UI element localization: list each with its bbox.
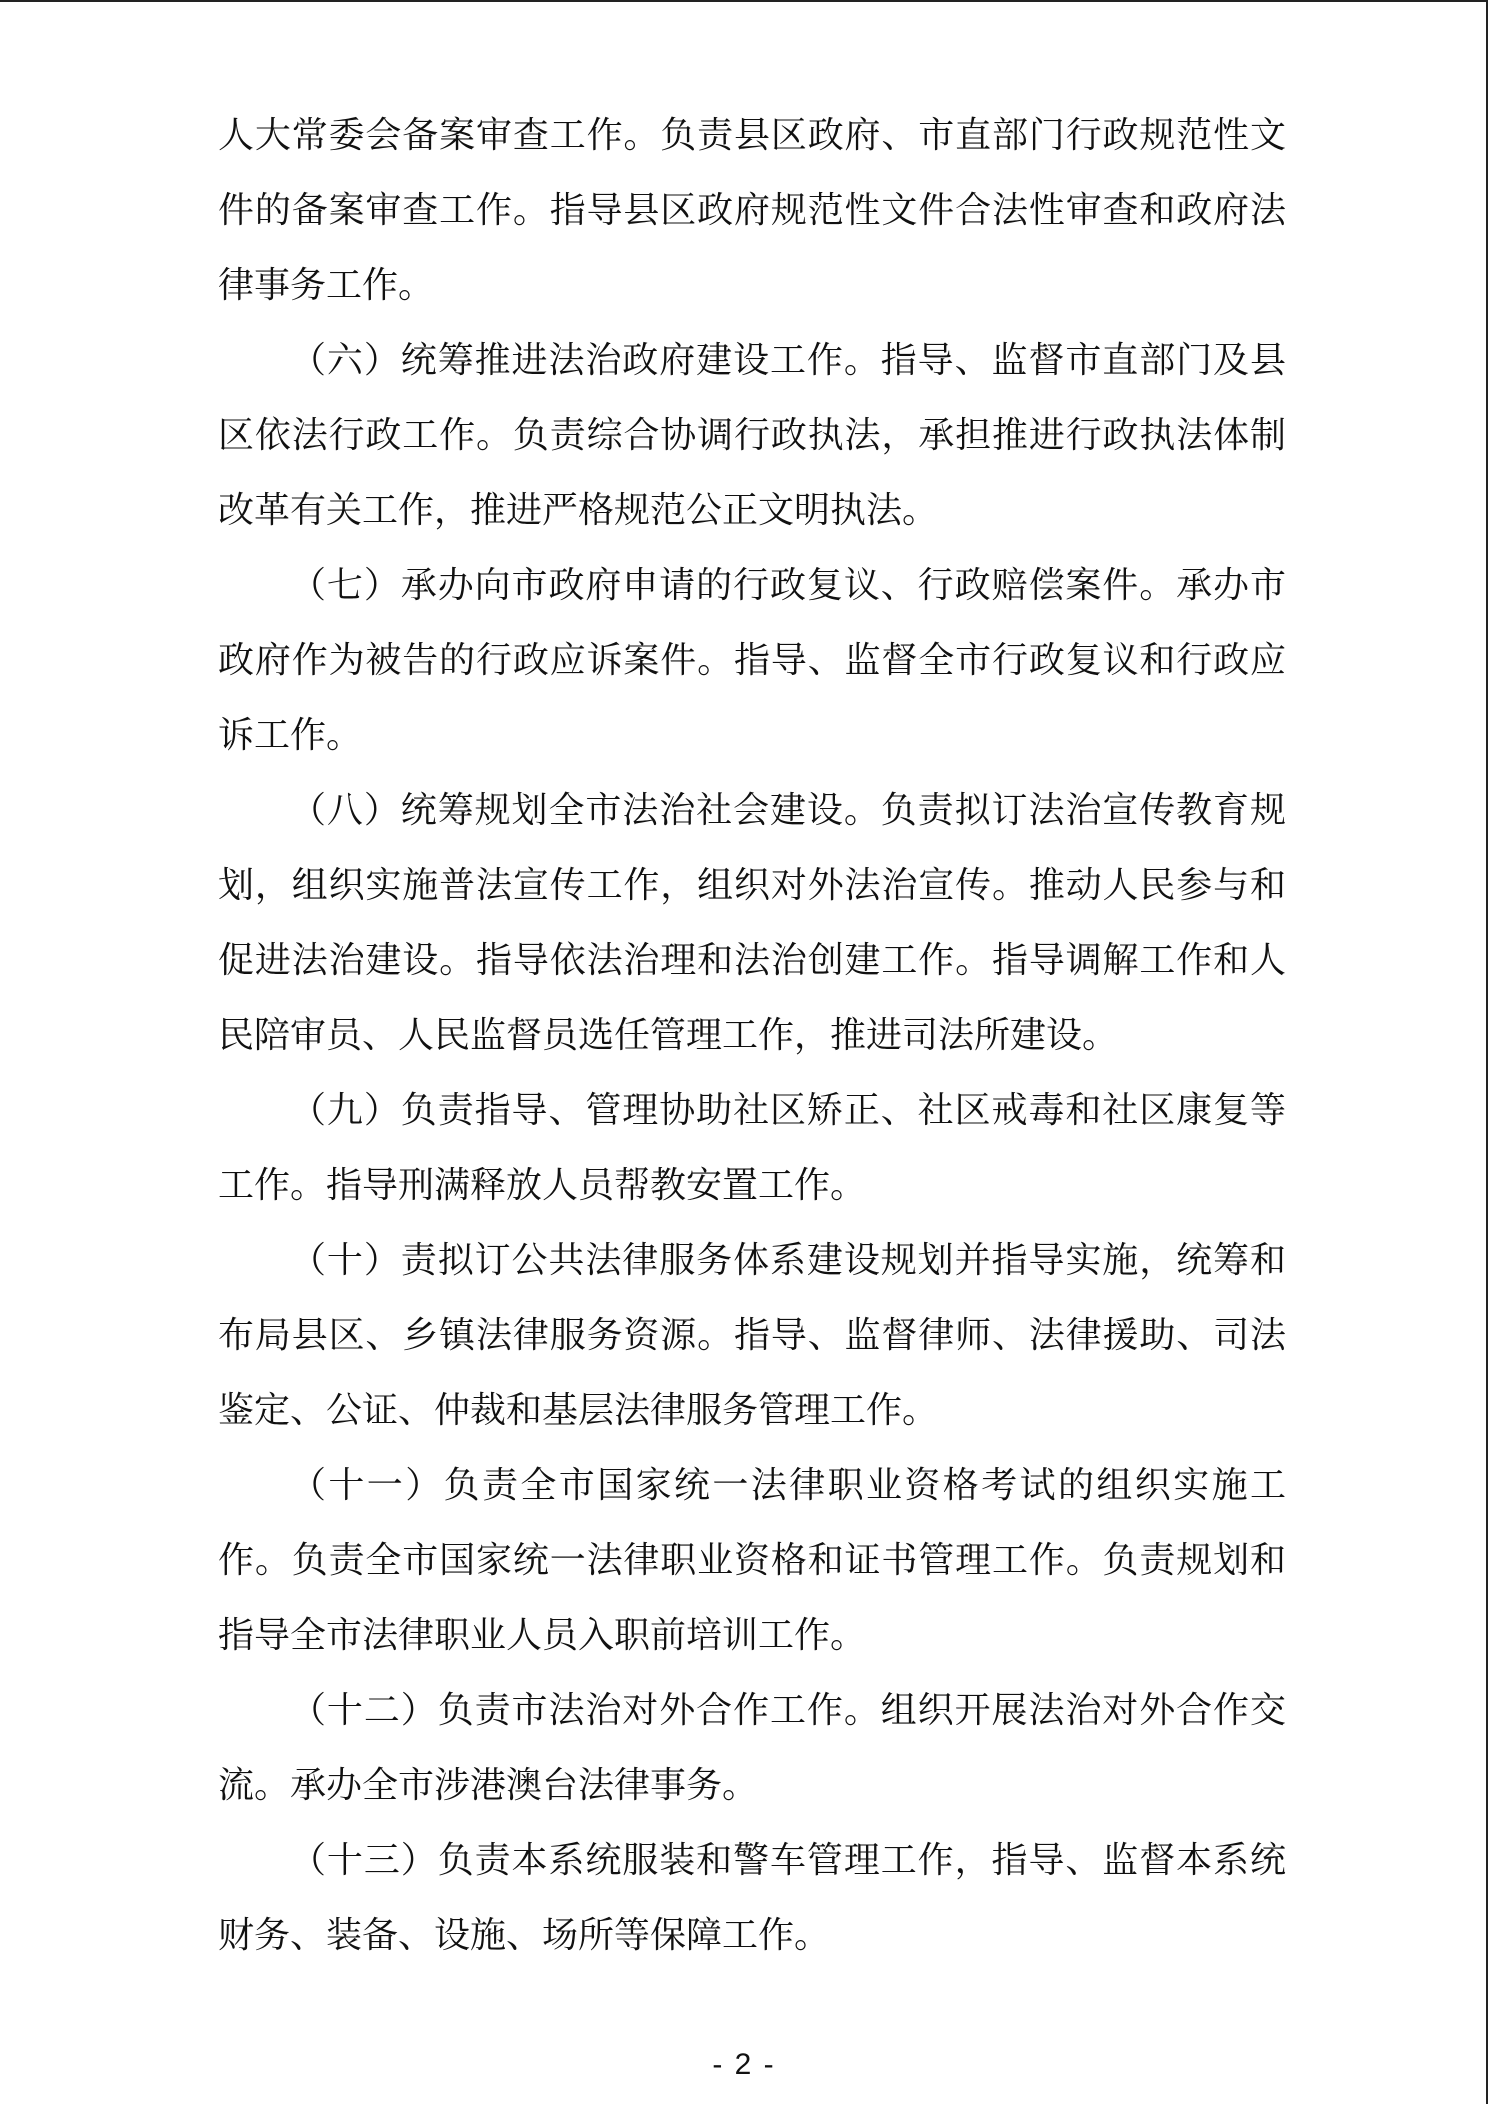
paragraph-item-9: （九）负责指导、管理协助社区矫正、社区戒毒和社区康复等工作。指导刑满释放人员帮教安置工作。 (218, 1090, 1286, 1206)
paragraph-item-10: （十）责拟订公共法律服务体系建设规划并指导实施，统筹和布局县区、乡镇法律服务资源。指导、监督律师、法律援助、司法鉴定、公证、仲裁和基层法律服务管理工作。 (218, 1240, 1286, 1431)
paragraph-item-8: （八）统筹规划全市法治社会建设。负责拟订法治宣传教育规划，组织实施普法宣传工作，组织对外法治宣传。推动人民参与和促进法治建设。指导依法治理和法治创建工作。指导调解工作和人民陪审员、人民监督员选任管理工作，推进司法所建设。 (218, 790, 1286, 1056)
paragraph-item-13: （十三）负责本系统服装和警车管理工作，指导、监督本系统财务、装备、设施、场所等保障工作。 (218, 1840, 1286, 1956)
document-body (218, 98, 1286, 1973)
paragraph-continuation: 人大常委会备案审查工作。负责县区政府、市直部门行政规范性文件的备案审查工作。指导县区政府规范性文件合法性审查和政府法律事务工作。 (218, 115, 1286, 306)
paragraph-item-11: （十一）负责全市国家统一法律职业资格考试的组织实施工作。负责全市国家统一法律职业资格和证书管理工作。负责规划和指导全市法律职业人员入职前培训工作。 (218, 1465, 1286, 1656)
page-number: - 2 - (712, 2048, 776, 2081)
paragraph-item-7: （七）承办向市政府申请的行政复议、行政赔偿案件。承办市政府作为被告的行政应诉案件。指导、监督全市行政复议和行政应诉工作。 (218, 565, 1286, 756)
paragraph-item-12: （十二）负责市法治对外合作工作。组织开展法治对外合作交流。承办全市涉港澳台法律事务。 (218, 1690, 1286, 1806)
paragraph-item-6: （六）统筹推进法治政府建设工作。指导、监督市直部门及县区依法行政工作。负责综合协调行政执法，承担推进行政执法体制改革有关工作，推进严格规范公正文明执法。 (218, 340, 1286, 531)
